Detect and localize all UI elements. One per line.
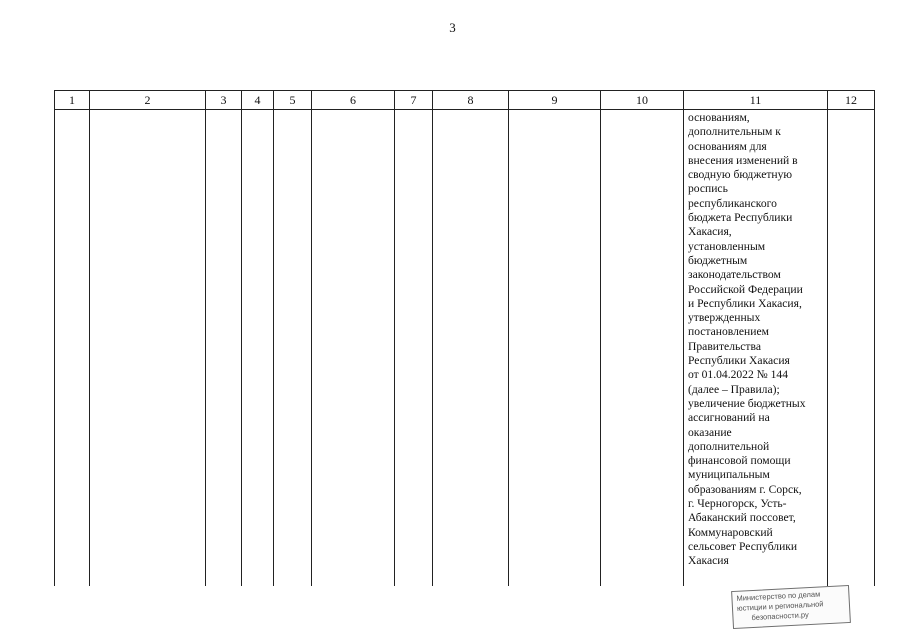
document-table: [54, 90, 875, 586]
stamp-line-2: юстиции и региональной: [736, 599, 824, 613]
column-header-7: 7: [395, 91, 433, 110]
text-line: увеличение бюджетных: [688, 396, 806, 410]
column-header-2: 2: [90, 91, 206, 110]
table-cell-4: [242, 110, 274, 587]
text-line: республиканского: [688, 196, 777, 210]
table-header-row: [55, 91, 875, 110]
stamp-line-3: безопасности.ру: [751, 610, 810, 623]
text-line: Российской Федерации: [688, 282, 803, 296]
text-line: (далее – Правила);: [688, 382, 780, 396]
column-header-10: 10: [601, 91, 684, 110]
text-line: законодательством: [688, 268, 781, 282]
column-header-9: 9: [509, 91, 601, 110]
column-header-3: 3: [206, 91, 242, 110]
table-cell-10: [601, 110, 684, 587]
text-line: Правительства: [688, 339, 761, 353]
column-header-12: 12: [828, 91, 875, 110]
text-line: роспись: [688, 182, 728, 196]
column-header-8: 8: [433, 91, 509, 110]
text-line: Хакасия: [688, 554, 729, 568]
table-cell-11-text: [684, 110, 828, 587]
text-line: Хакасия,: [688, 225, 732, 239]
text-line: г. Черногорск, Усть-: [688, 497, 787, 511]
table-cell-2: [90, 110, 206, 587]
text-line: ассигнований на: [688, 411, 770, 425]
column-header-6: 6: [312, 91, 395, 110]
text-line: основаниям для: [688, 139, 767, 153]
table-cell-8: [433, 110, 509, 587]
text-line: и Республики Хакасия,: [688, 296, 802, 310]
text-line: внесения изменений в: [688, 153, 798, 167]
text-line: утвержденных: [688, 311, 761, 325]
text-line: муниципальным: [688, 468, 770, 482]
table-cell-1: [55, 110, 90, 587]
text-line: бюджета Республики: [688, 211, 793, 225]
text-line: дополнительной: [688, 439, 770, 453]
text-line: оказание: [688, 425, 732, 439]
text-line: финансовой помощи: [688, 454, 791, 468]
text-line: Абаканский поссовет,: [688, 511, 796, 525]
text-line: от 01.04.2022 № 144: [688, 368, 789, 382]
stamp-line-1: Министерство по делам: [736, 589, 821, 603]
column-header-11: 11: [684, 91, 828, 110]
text-line: установленным: [688, 239, 766, 253]
text-line: Республики Хакасия: [688, 354, 790, 368]
table-row: [55, 110, 875, 587]
text-line: образованиям г. Сорск,: [688, 482, 802, 496]
page-number: 3: [449, 20, 456, 35]
table-cell-12: [828, 110, 875, 587]
table-cell-6: [312, 110, 395, 587]
text-line: сельсовет Республики: [688, 539, 798, 553]
table-cell-3: [206, 110, 242, 587]
text-line: дополнительным к: [688, 125, 781, 139]
ministry-stamp: [731, 585, 851, 629]
text-line: постановлением: [688, 325, 769, 339]
column-header-4: 4: [242, 91, 274, 110]
column-header-5: 5: [274, 91, 312, 110]
text-line: бюджетным: [688, 253, 748, 267]
table-cell-7: [395, 110, 433, 587]
table-cell-9: [509, 110, 601, 587]
text-line: основаниям,: [688, 111, 750, 124]
table-cell-5: [274, 110, 312, 587]
column-header-1: 1: [55, 91, 90, 110]
text-line: Коммунаровский: [688, 525, 773, 539]
text-line: сводную бюджетную: [688, 168, 793, 182]
